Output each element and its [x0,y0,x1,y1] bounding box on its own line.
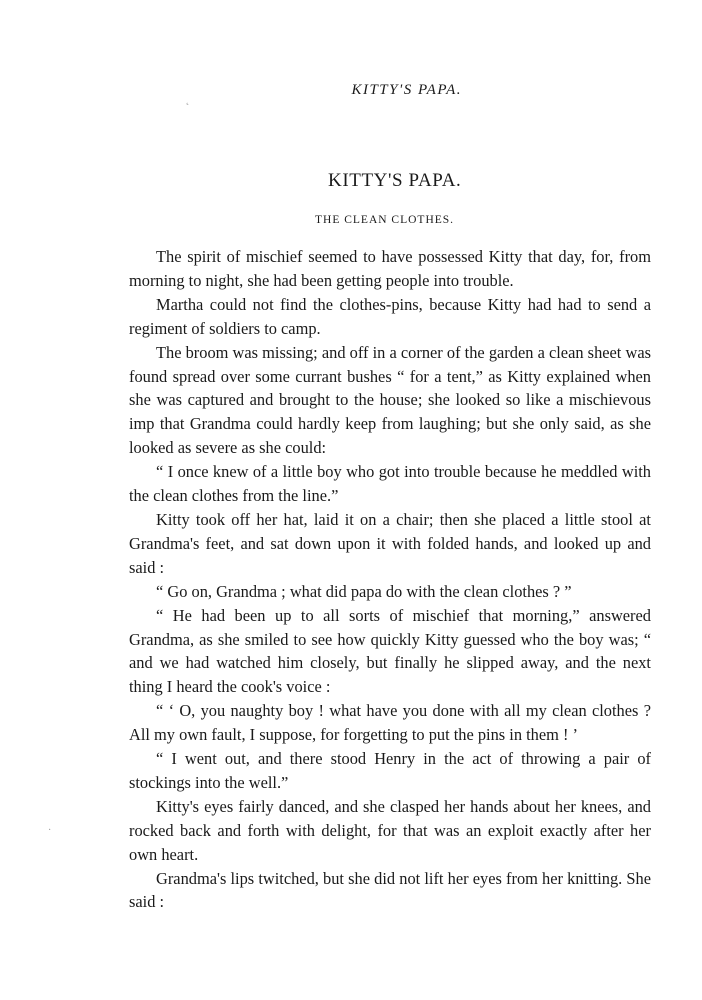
paragraph: Grandma's lips twitched, but she did not lift her eyes from her knitting. She said : [129,868,651,912]
paragraph: “ Go on, Grandma ; what did papa do with the clean clothes ? ” [156,581,572,601]
section-subtitle: THE CLEAN CLOTHES. [315,214,455,226]
paragraph: Kitty's eyes fairly danced, and she clasped her hands about her knees, and rocked back and forth with delight, for that was an exploit exactly after her own heart. [129,796,651,864]
scan-speck: ˛ [186,95,190,106]
paragraph: “ I once knew of a little boy who got into trouble because he meddled with the clean clothes from the line.” [129,462,651,506]
scan-speck: · [48,825,52,836]
paragraph: Martha could not find the clothes-pins, because Kitty had had to send a regiment of soldiers to camp. [129,294,651,338]
running-head: KITTY'S PAPA. [351,82,462,98]
body-text [129,245,651,914]
paragraph: “ I went out, and there stood Henry in the act of throwing a pair of stockings into the well.” [129,749,651,792]
paragraph: The spirit of mischief seemed to have possessed Kitty that day, for, from morning to night, she had been getting people into trouble. [129,247,651,290]
paragraph: Kitty took off her hat, laid it on a chair; then she placed a little stool at Grandma's feet, and sat down upon it with folded hands, and looked up and said : [129,509,651,577]
paragraph: “ ‘ O, you naughty boy ! what have you done with all my clean clothes ? All my own fault, I suppose, for forgetting to put the pins in them ! ’ [129,701,651,745]
paragraph: The broom was missing; and off in a corner of the garden a clean sheet was found spread over some currant bushes “ for a tent,” as Kitty explained when she was captured and brought to the house; she looked so like a mischievous imp that Grandma could hardly keep from laughing; but she only said, as she looked as severe as she could: [129,342,651,458]
paragraph: “ He had been up to all sorts of mischief that morning,” answered Grandma, as she smiled to see how quickly Kitty guessed who the boy was; “ and we had watched him closely, but finally he slipped away, and the next thing I heard the cook's voice : [129,605,651,697]
chapter-title: KITTY'S PAPA. [328,170,462,191]
